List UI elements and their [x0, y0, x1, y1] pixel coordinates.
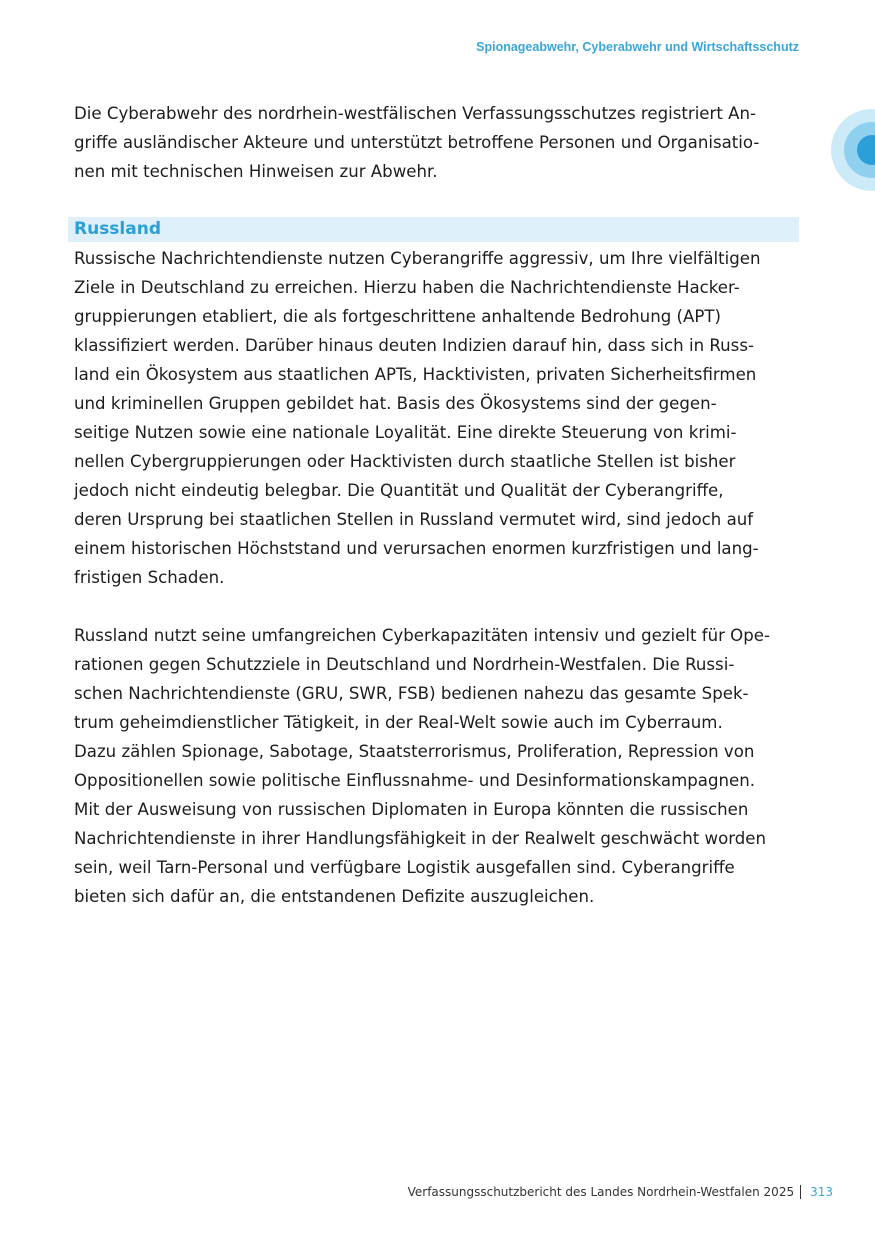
paragraph-line: nellen Cybergruppierungen oder Hacktivisten durch staatliche Stellen ist bisher [74, 452, 736, 471]
paragraph-line: deren Ursprung bei staatlichen Stellen in Russland vermutet wird, sind jedoch auf [74, 510, 754, 529]
intro-line: griffe ausländischer Akteure und unterstützt betroffene Personen und Organisatio- [74, 133, 760, 152]
paragraph-line: sein, weil Tarn-Personal und verfügbare Logistik ausgefallen sind. Cyberangriffe [74, 858, 735, 877]
russia-paragraph-1 [74, 244, 804, 592]
footer-divider [800, 1185, 801, 1199]
paragraph-line: Oppositionellen sowie politische Einflussnahme- und Desinformationskampagnen. [74, 771, 756, 790]
page-footer [408, 1185, 833, 1199]
chapter-tab-marker [831, 109, 875, 191]
paragraph-line: fristigen Schaden. [74, 568, 225, 587]
paragraph-line: und kriminellen Gruppen gebildet hat. Basis des Ökosystems sind der gegen- [74, 394, 717, 413]
paragraph-line: Dazu zählen Spionage, Sabotage, Staatsterrorismus, Proliferation, Repression von [74, 742, 755, 761]
section-heading: Russland [68, 217, 799, 242]
paragraph-line: gruppierungen etabliert, die als fortgeschrittene anhaltende Bedrohung (APT) [74, 307, 721, 326]
paragraph-line: Nachrichtendienste in ihrer Handlungsfähigkeit in der Realwelt geschwächt worden [74, 829, 767, 848]
paragraph-line: land ein Ökosystem aus staatlichen APTs, Hacktivisten, privaten Sicherheitsfirmen [74, 365, 757, 384]
page-body [74, 99, 804, 911]
paragraph-line: Ziele in Deutschland zu erreichen. Hierzu haben die Nachrichtendienste Hacker- [74, 278, 740, 297]
paragraph-line: Russische Nachrichtendienste nutzen Cyberangriffe aggressiv, um Ihre vielfältigen [74, 249, 761, 268]
paragraph-line: einem historischen Höchststand und verursachen enormen kurzfristigen und lang- [74, 539, 759, 558]
paragraph-line: trum geheimdienstlicher Tätigkeit, in der Real-Welt sowie auch im Cyberraum. [74, 713, 723, 732]
chapter-tab-core [857, 135, 875, 165]
paragraph-line: rationen gegen Schutzziele in Deutschland und Nordrhein-Westfalen. Die Russi- [74, 655, 735, 674]
paragraph-line: jedoch nicht eindeutig belegbar. Die Quantität und Qualität der Cyberangriffe, [74, 481, 724, 500]
intro-line: nen mit technischen Hinweisen zur Abwehr. [74, 162, 438, 181]
intro-line: Die Cyberabwehr des nordrhein-westfälischen Verfassungsschutzes registriert An- [74, 104, 756, 123]
chapter-tab-ring [844, 122, 875, 178]
paragraph-line: schen Nachrichtendienste (GRU, SWR, FSB) bedienen nahezu das gesamte Spek- [74, 684, 749, 703]
paragraph-line: klassifiziert werden. Darüber hinaus deuten Indizien darauf hin, dass sich in Russ- [74, 336, 754, 355]
paragraph-line: seitige Nutzen sowie eine nationale Loyalität. Eine direkte Steuerung von krimi- [74, 423, 737, 442]
paragraph-line: bieten sich dafür an, die entstandenen Defizite auszugleichen. [74, 887, 595, 906]
page-number: 313 [810, 1185, 833, 1199]
footer-publication: Verfassungsschutzbericht des Landes Nordrhein-Westfalen 2025 [407, 1185, 795, 1199]
intro-paragraph [74, 99, 804, 186]
running-header: Spionageabwehr, Cyberabwehr und Wirtschaftsschutz [476, 40, 799, 54]
paragraph-line: Mit der Ausweisung von russischen Diplomaten in Europa könnten die russischen [74, 800, 749, 819]
russia-paragraph-2 [74, 621, 804, 911]
paragraph-line: Russland nutzt seine umfangreichen Cyberkapazitäten intensiv und gezielt für Ope- [74, 626, 770, 645]
